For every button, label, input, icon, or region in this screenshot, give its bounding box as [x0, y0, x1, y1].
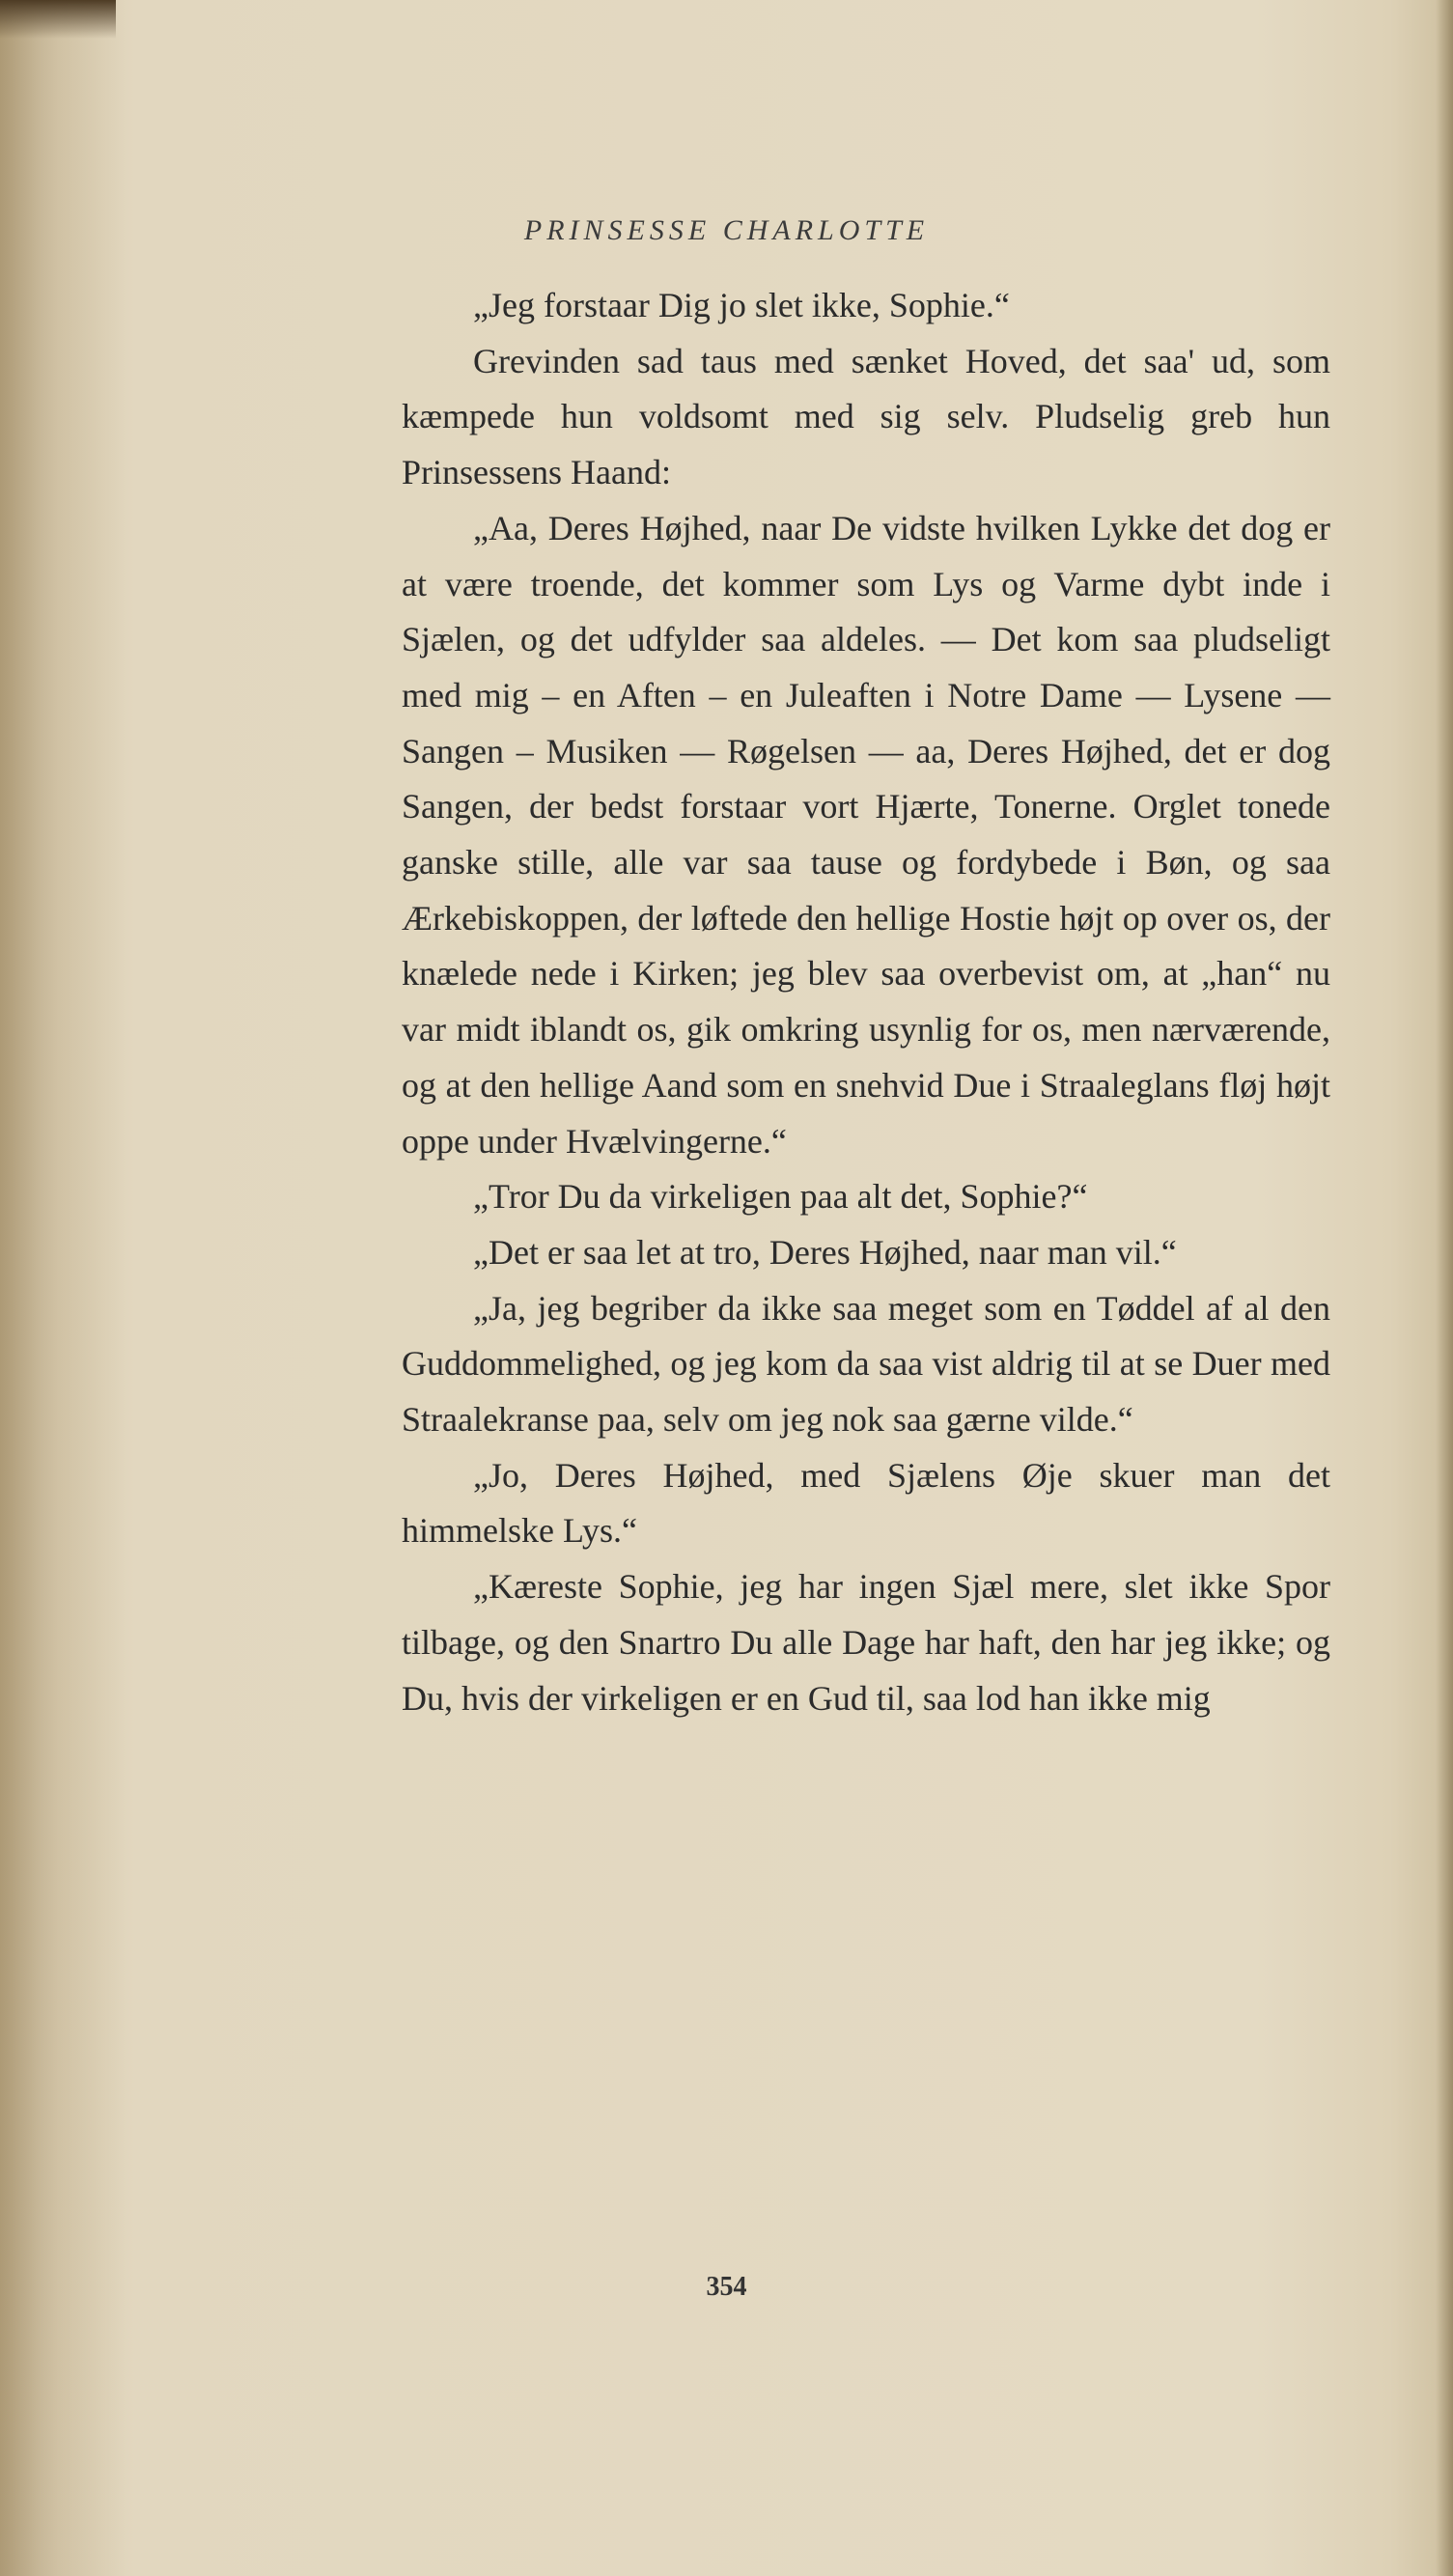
page-right-edge [1436, 0, 1453, 2576]
paragraph: „Tror Du da virkeligen paa alt det, Sophie?“ [473, 1177, 1088, 1217]
corner-stain [0, 0, 116, 39]
paragraph: „Aa, Deres Højhed, naar De vidste hvilken Lykke det dog er at være troende, det kommer som Lys og Varme dybt inde i Sjælen, og det udfylder saa aldeles. — Det kom saa pludseligt med mig – en Aften – en Juleaften i Notre Dame — Lysene — Sangen – Musiken — Røgelsen — aa, Deres Højhed, det er dog Sangen, der bedst forstaar vort Hjærte, Tonerne. Orglet tonede ganske stille, alle var saa tause og fordybede i Bøn, og saa Ærkebiskoppen, der løftede den hellige Hostie højt op over os, der knælede nede i Kirken; jeg blev saa overbevist om, at „han“ nu var midt iblandt os, gik omkring usynlig for os, men nærværende, og at den hellige Aand som en snehvid Due i Straaleglans fløj højt oppe under Hvælvingerne.“ [402, 508, 1330, 1161]
paragraph: „Jo, Deres Højhed, med Sjælens Øje skuer man det himmelske Lys.“ [402, 1455, 1330, 1551]
paragraph: „Ja, jeg begriber da ikke saa meget som en Tøddel af al den Guddommelighed, og jeg kom da saa vist aldrig til at se Duer med Straalekranse paa, selv om jeg nok saa gærne vilde.“ [402, 1288, 1330, 1440]
paragraph: „Kæreste Sophie, jeg har ingen Sjæl mere, slet ikke Spor tilbage, og den Snartro Du alle Dage har haft, den har jeg ikke; og Du, hvis der virkeligen er en Gud til, saa lod han ikke mig [402, 1567, 1330, 1718]
running-head: PRINSESSE CHARLOTTE [523, 214, 930, 246]
page-gutter-shadow [0, 0, 126, 2576]
paragraph: Grevinden sad taus med sænket Hoved, det saa' ud, som kæmpede hun voldsomt med sig selv. Pludselig greb hun Prinsessens Haand: [402, 341, 1330, 492]
paragraph: „Jeg forstaar Dig jo slet ikke, Sophie.“ [473, 286, 1010, 324]
page-number: 354 [706, 2272, 747, 2302]
body-text [402, 278, 1330, 1726]
paragraph: „Det er saa let at tro, Deres Højhed, naar man vil.“ [473, 1232, 1177, 1272]
